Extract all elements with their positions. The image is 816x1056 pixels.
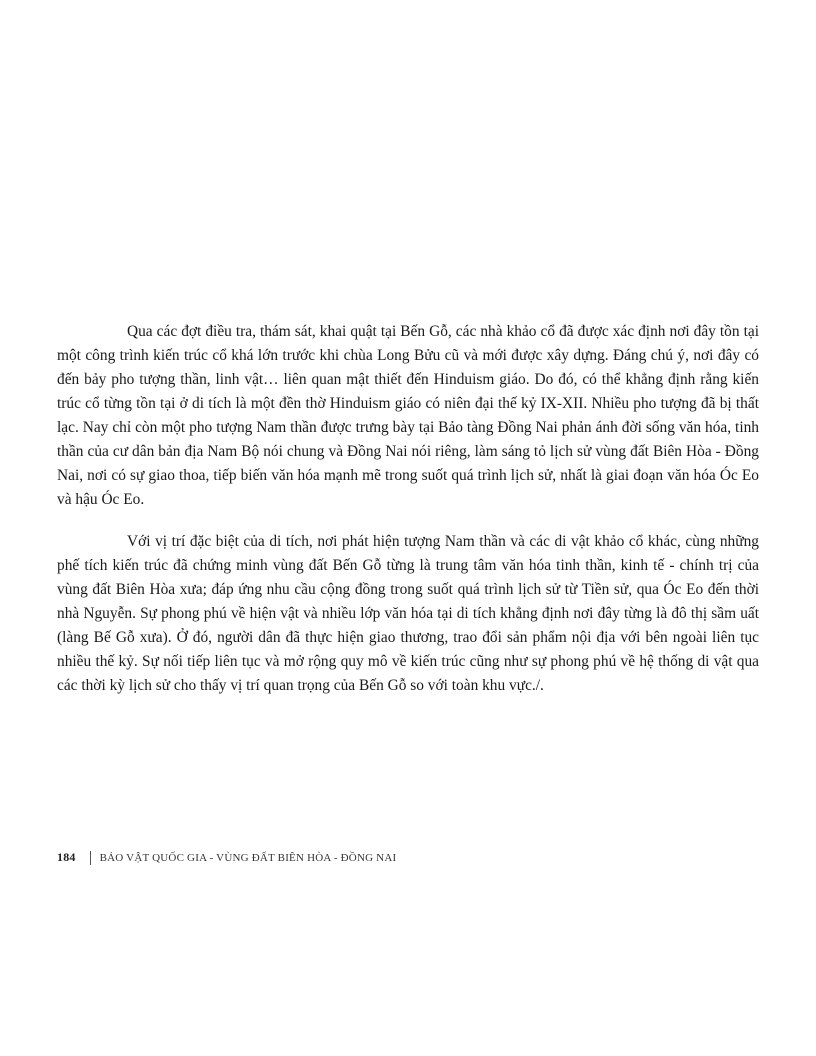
page-footer [57, 850, 396, 865]
paragraph-2: Với vị trí đặc biệt của di tích, nơi phát hiện tượng Nam thần và các di vật khảo cổ khác, cùng những phế tích kiến trúc đã chứng minh vùng đất Bến Gỗ từng là trung tâm văn hóa tinh thần, kinh tế - chính trị của vùng đất Biên Hòa xưa; đáp ứng nhu cầu cộng đồng trong suốt quá trình lịch sử từ Tiền sử, qua Óc Eo đến thời nhà Nguyễn. Sự phong phú về hiện vật và nhiều lớp văn hóa tại di tích khẳng định nơi đây từng là đô thị sầm uất (làng Bế Gỗ xưa). Ở đó, người dân đã thực hiện giao thương, trao đổi sản phẩm nội địa với bên ngoài liên tục nhiều thế kỷ. Sự nối tiếp liên tục và mở rộng quy mô về kiến trúc cũng như sự phong phú về hệ thống di vật qua các thời kỳ lịch sử cho thấy vị trí quan trọng của Bến Gỗ so với toàn khu vực./. [57, 533, 759, 694]
footer-divider [90, 851, 91, 865]
paragraph-1: Qua các đợt điều tra, thám sát, khai quật tại Bến Gỗ, các nhà khảo cổ đã được xác định nơi đây tồn tại một công trình kiến trúc cổ khá lớn trước khi chùa Long Bửu cũ và mới được xây dựng. Đáng chú ý, nơi đây có đến bảy pho tượng thần, linh vật… liên quan mật thiết đến Hinduism giáo. Do đó, có thể khẳng định rằng kiến trúc cổ từng tồn tại ở di tích là một đền thờ Hinduism giáo có niên đại thế kỷ IX-XII. Nhiều pho tượng đã bị thất lạc. Nay chỉ còn một pho tượng Nam thần được trưng bày tại Bảo tàng Đồng Nai phản ánh đời sống văn hóa, tinh thần của cư dân bản địa Nam Bộ nói chung và Đồng Nai nói riêng, làm sáng tỏ lịch sử vùng đất Biên Hòa - Đồng Nai, nơi có sự giao thoa, tiếp biến văn hóa mạnh mẽ trong suốt quá trình lịch sử, nhất là giai đoạn văn hóa Óc Eo và hậu Óc Eo. [57, 323, 759, 508]
page-number: 184 [57, 850, 76, 864]
body-text [57, 320, 759, 716]
running-title: BẢO VẬT QUỐC GIA - VÙNG ĐẤT BIÊN HÒA - ĐỒNG NAI [99, 851, 397, 864]
